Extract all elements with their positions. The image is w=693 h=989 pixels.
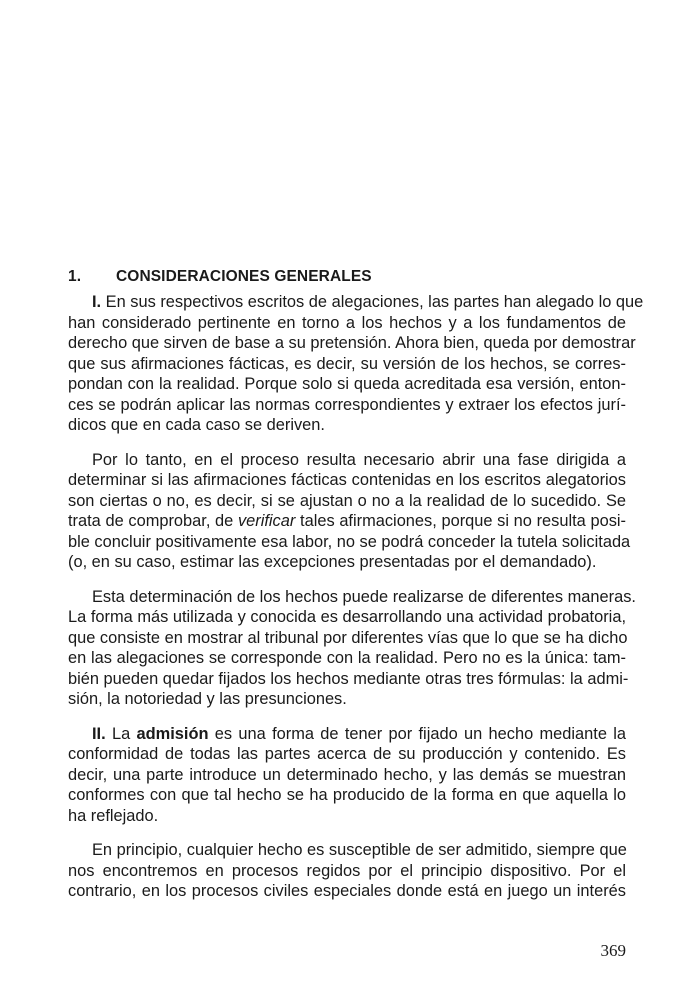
paragraph-line: Esta determinación de los hechos puede realizarse de diferentes maneras. — [92, 587, 636, 606]
paragraph-line: I. En sus respectivos escritos de alegaciones, las partes han alegado lo que — [92, 293, 644, 311]
paragraph-line: II. La admisión es una forma de tener por fijado un hecho mediante la — [92, 724, 626, 743]
paragraph-line: pondan con la realidad. Porque solo si queda acreditada esa versión, enton- — [68, 375, 626, 393]
paragraph-line: dicos que en cada caso se deriven. — [68, 416, 325, 434]
term-admision: admisión — [136, 724, 209, 743]
emphasis-verificar: verificar — [237, 512, 296, 530]
paragraph-line: conformes con que tal hecho se ha producido de la forma en que aquella lo — [68, 786, 626, 804]
paragraph-line: ces se podrán aplicar las normas correspondientes y extraer los efectos jurí- — [68, 395, 626, 414]
section-heading — [68, 268, 628, 286]
paragraph-line: que consiste en mostrar al tribunal por diferentes vías que lo que se ha dicho — [68, 628, 628, 647]
paragraph-line: (o, en su caso, estimar las excepciones presentadas por el demandado). — [68, 553, 597, 571]
paragraph-line: determinar si las afirmaciones fácticas contenidas en los escritos alegatorios — [68, 471, 626, 489]
paragraph-line: han considerado pertinente en torno a los hechos y a los fundamentos de — [68, 313, 626, 332]
paragraph-line: contrario, en los procesos civiles especiales donde está en juego un interés — [68, 882, 626, 900]
paragraph-line: La forma más utilizada y conocida es desarrollando una actividad probatoria, — [68, 608, 626, 626]
paragraph-line: son ciertas o no, es decir, si se ajustan o no a la realidad de lo sucedido. Se — [68, 491, 626, 510]
paragraph-1 — [68, 292, 644, 436]
paragraph-line: que sus afirmaciones fácticas, es decir, su versión de los hechos, se corres- — [68, 354, 626, 373]
paragraph-4 — [68, 724, 626, 827]
paragraph-line: ble concluir positivamente esa labor, no se podrá conceder la tutela solicitada — [68, 532, 631, 551]
paragraph-line: trata de comprobar, de verificar tales afirmaciones, porque si no resulta posi- — [68, 512, 626, 530]
paragraph-line: bién pueden quedar fijados los hechos mediante otras tres fórmulas: la admi- — [68, 669, 629, 688]
paragraph-line: ha reflejado. — [68, 806, 159, 825]
paragraph-marker: I. — [92, 293, 102, 311]
paragraph-3 — [68, 587, 636, 710]
paragraph-line: conformidad de todas las partes acerca de su producción y contenido. Es — [68, 745, 626, 763]
section-title: CONSIDERACIONES GENERALES — [116, 268, 372, 285]
paragraph-line: Por lo tanto, en el proceso resulta necesario abrir una fase dirigida a — [92, 450, 626, 469]
paragraph-line: en las alegaciones se corresponde con la realidad. Pero no es la única: tam- — [68, 649, 626, 667]
paragraph-5 — [68, 840, 626, 902]
page-number: 369 — [600, 941, 626, 960]
body-text — [68, 292, 644, 902]
paragraph-line: En principio, cualquier hecho es susceptible de ser admitido, siempre que — [92, 841, 627, 859]
paragraph-2 — [68, 450, 631, 573]
paragraph-line: sión, la notoriedad y las presunciones. — [68, 690, 347, 708]
paragraph-line: derecho que sirven de base a su pretensión. Ahora bien, queda por demostrar — [68, 334, 636, 352]
paragraph-line: decir, una parte introduce un determinado hecho, y las demás se muestran — [68, 765, 626, 784]
paragraph-marker: II. — [92, 724, 106, 743]
paragraph-line: nos encontremos en procesos regidos por el principio dispositivo. Por el — [68, 861, 626, 880]
section-number: 1. — [68, 268, 82, 285]
